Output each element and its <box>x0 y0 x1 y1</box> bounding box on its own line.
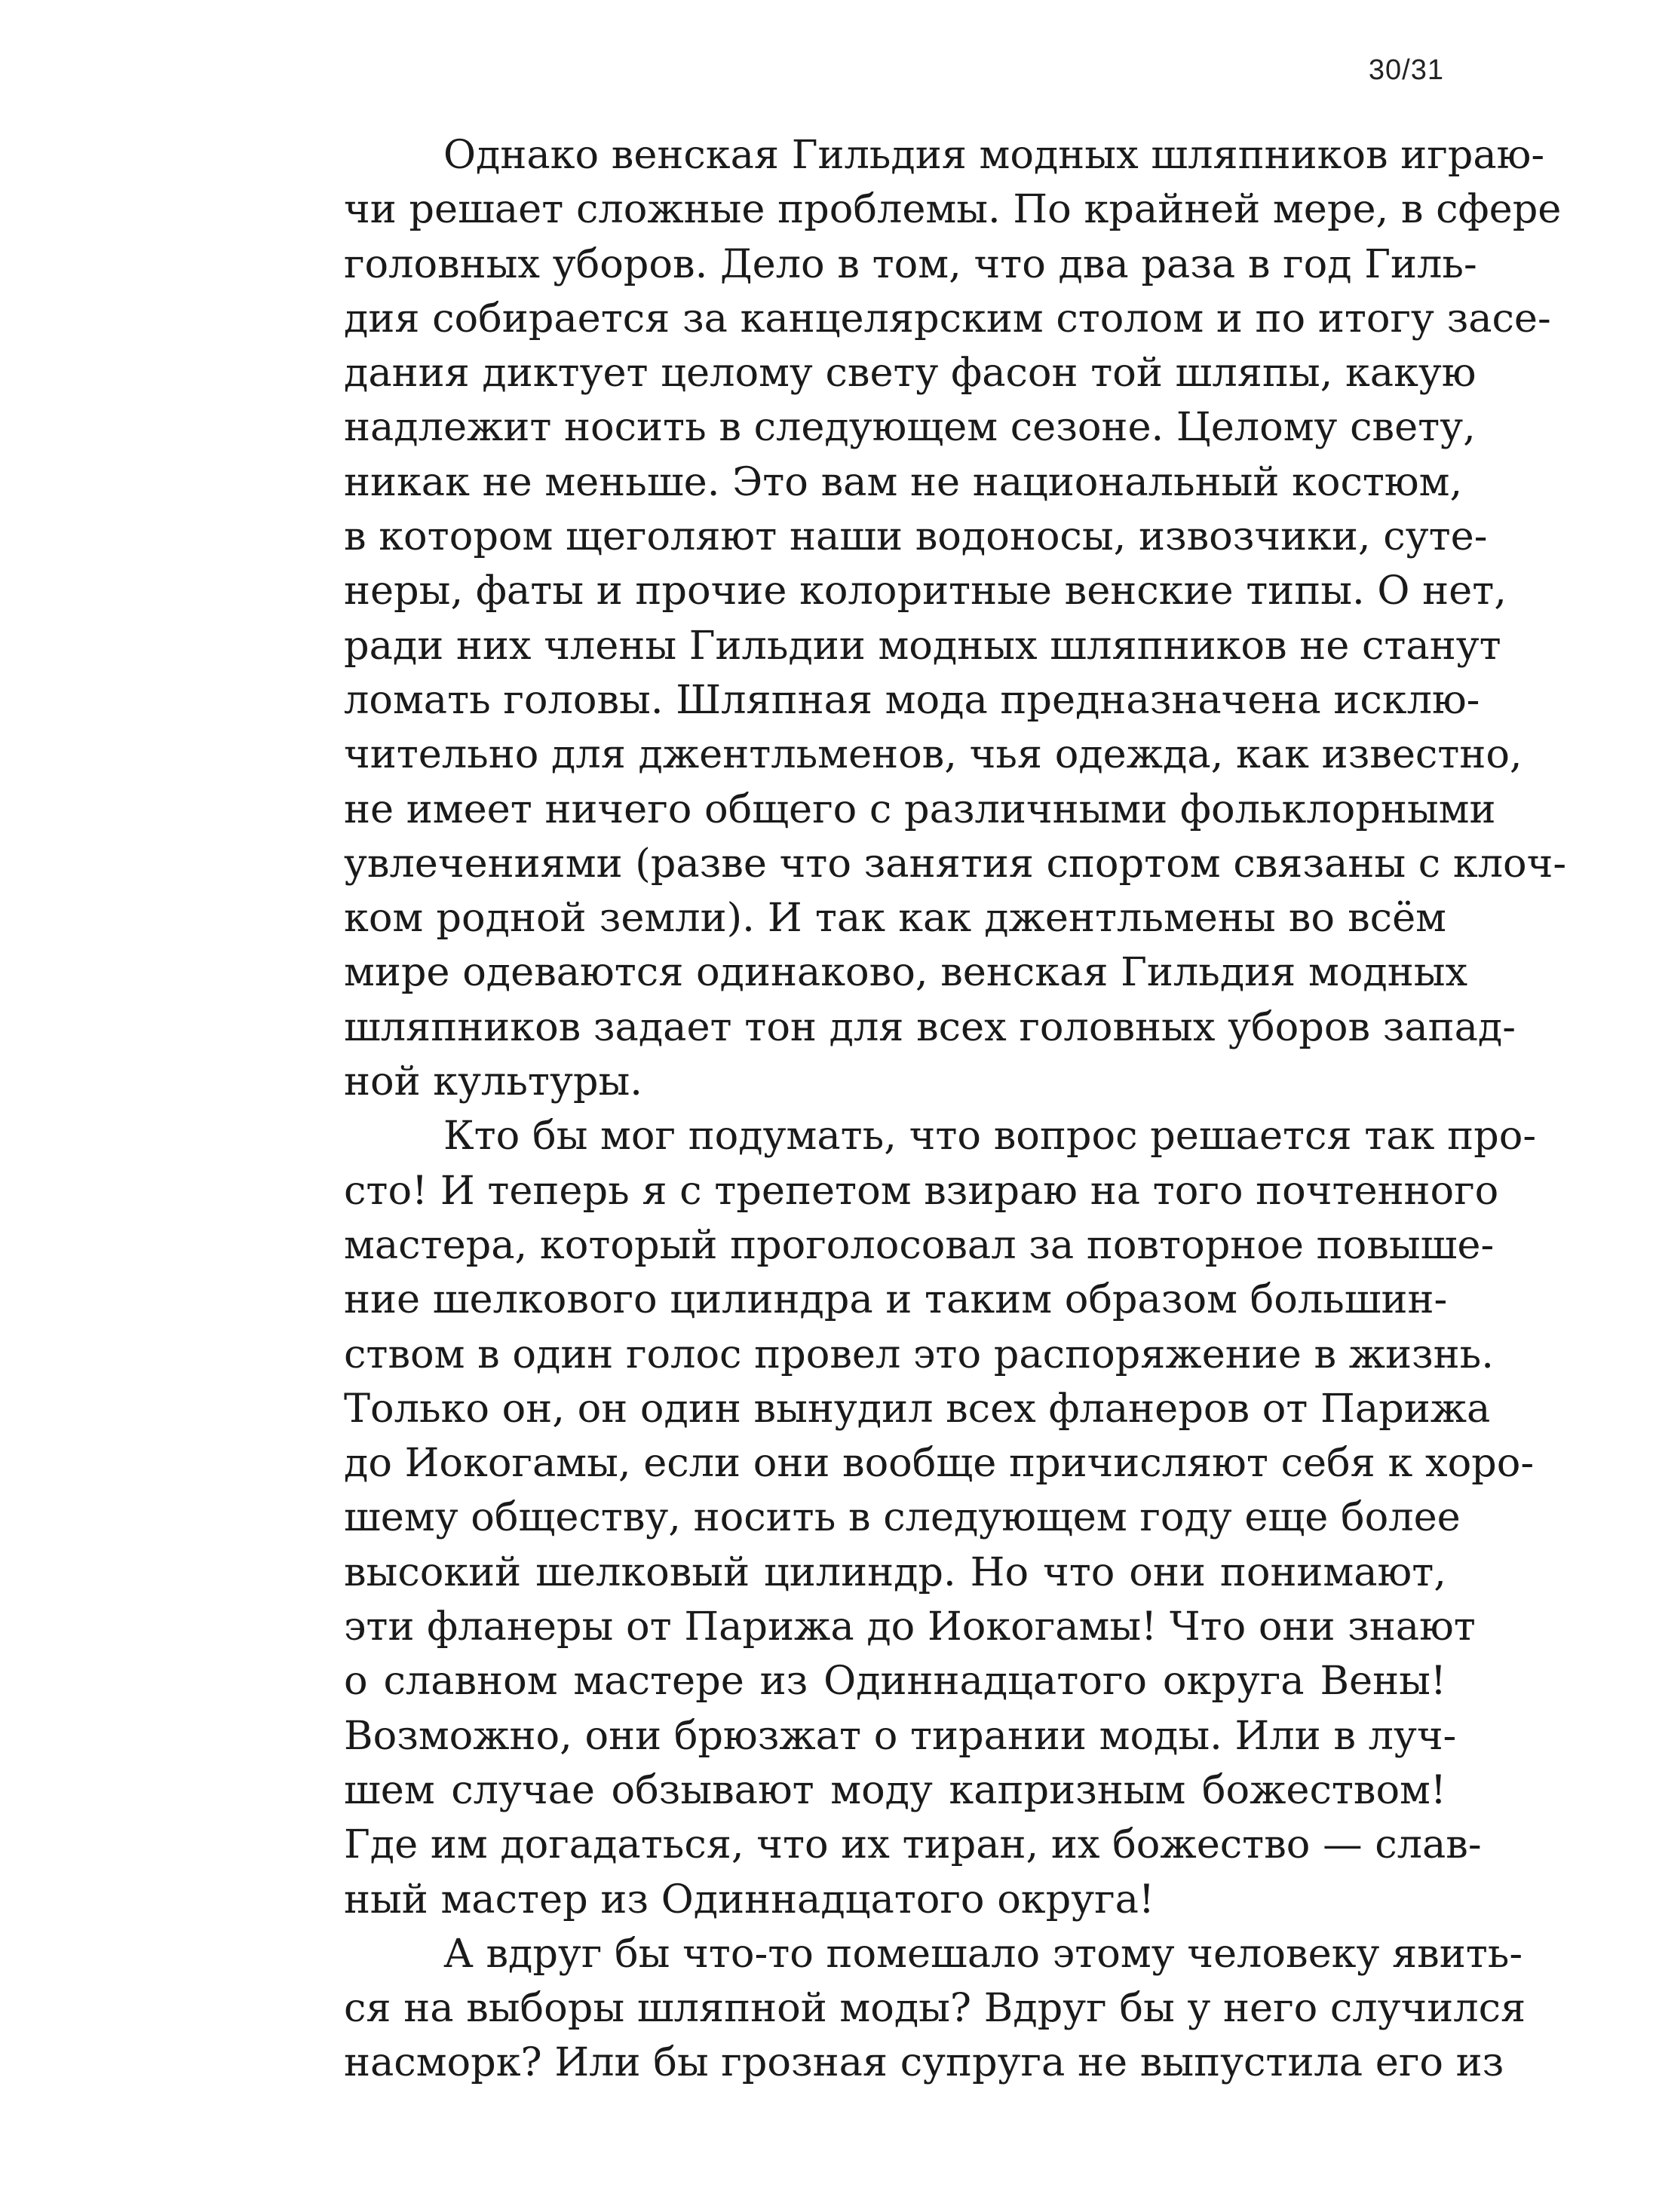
text-line: Возможно, они брюзжат о тирании моды. Или в луч- <box>344 1712 1457 1759</box>
text-line: ком родной земли). И так как джентльмены во всём <box>344 895 1446 942</box>
paragraph <box>344 1927 1526 2091</box>
text-line: о славном мастере из Одиннадцатого округа Вены! <box>344 1658 1446 1705</box>
text-line: А вдруг бы что-то помешало этому человеку явить- <box>443 1930 1523 1977</box>
text-line: Кто бы мог подумать, что вопрос решается так про- <box>443 1113 1537 1160</box>
text-line: ломать головы. Шляпная мода предназначена исклю- <box>344 676 1480 723</box>
paragraph <box>344 1109 1537 1926</box>
text-line: шему обществу, носить в следующем году еще более <box>344 1494 1461 1541</box>
text-line: эти фланеры от Парижа до Иокогамы! Что они знают <box>344 1604 1476 1650</box>
text-line: шляпников задает тон для всех головных уборов запад- <box>344 1003 1516 1050</box>
text-line: надлежит носить в следующем сезоне. Целому свету, <box>344 404 1476 451</box>
text-line: ной культуры. <box>344 1059 642 1105</box>
text-line: неры, фаты и прочие колоритные венские типы. О нет, <box>344 568 1507 614</box>
page-number: 30/31 <box>1368 54 1444 86</box>
text-line: шем случае обзывают моду капризным божеством! <box>344 1766 1446 1813</box>
text-line: до Иокогамы, если они вообще причисляют себя к хоро- <box>344 1440 1535 1487</box>
text-line: ный мастер из Одиннадцатого округа! <box>344 1876 1155 1922</box>
text-line: ние шелкового цилиндра и таким образом большин- <box>344 1276 1448 1323</box>
text-line: ством в один голос провел это распоряжение в жизнь. <box>344 1331 1494 1377</box>
text-line: дия собирается за канцелярским столом и по итогу засе- <box>344 295 1551 342</box>
text-line: дания диктует целому свету фасон той шляпы, какую <box>344 350 1477 397</box>
text-line: никак не меньше. Это вам не национальный костюм, <box>344 458 1463 505</box>
text-line: не имеет ничего общего с различными фольклорными <box>344 786 1496 832</box>
text-line: Только он, он один вынудил всех фланеров от Парижа <box>344 1385 1491 1432</box>
text-line: сто! И теперь я с трепетом взираю на того почтенного <box>344 1167 1499 1214</box>
text-line: в котором щеголяют наши водоносы, извозчики, суте- <box>344 513 1488 560</box>
paragraph <box>344 128 1567 1109</box>
text-line: Однако венская Гильдия модных шляпников играю- <box>443 132 1545 178</box>
text-line: увлечениями (разве что занятия спортом связаны с клоч- <box>344 840 1567 887</box>
body-text <box>344 128 1567 2091</box>
text-line: насморк? Или бы грозная супруга не выпустила его из <box>344 2039 1504 2086</box>
text-line: мире одеваются одинаково, венская Гильдия модных <box>344 949 1468 996</box>
text-line: головных уборов. Дело в том, что два раза в год Гиль- <box>344 241 1477 287</box>
text-line: Где им догадаться, что их тиран, их божество — слав- <box>344 1821 1482 1868</box>
text-line: ся на выборы шляпной моды? Вдруг бы у него случился <box>344 1985 1526 2032</box>
text-line: чительно для джентльменов, чья одежда, как известно, <box>344 731 1523 778</box>
text-line: мастера, который проголосовал за повторное повыше- <box>344 1221 1495 1268</box>
text-line: чи решает сложные проблемы. По крайней мере, в сфере <box>344 186 1562 233</box>
text-line: высокий шелковый цилиндр. Но что они понимают, <box>344 1549 1446 1595</box>
text-line: ради них члены Гильдии модных шляпников не станут <box>344 622 1501 669</box>
